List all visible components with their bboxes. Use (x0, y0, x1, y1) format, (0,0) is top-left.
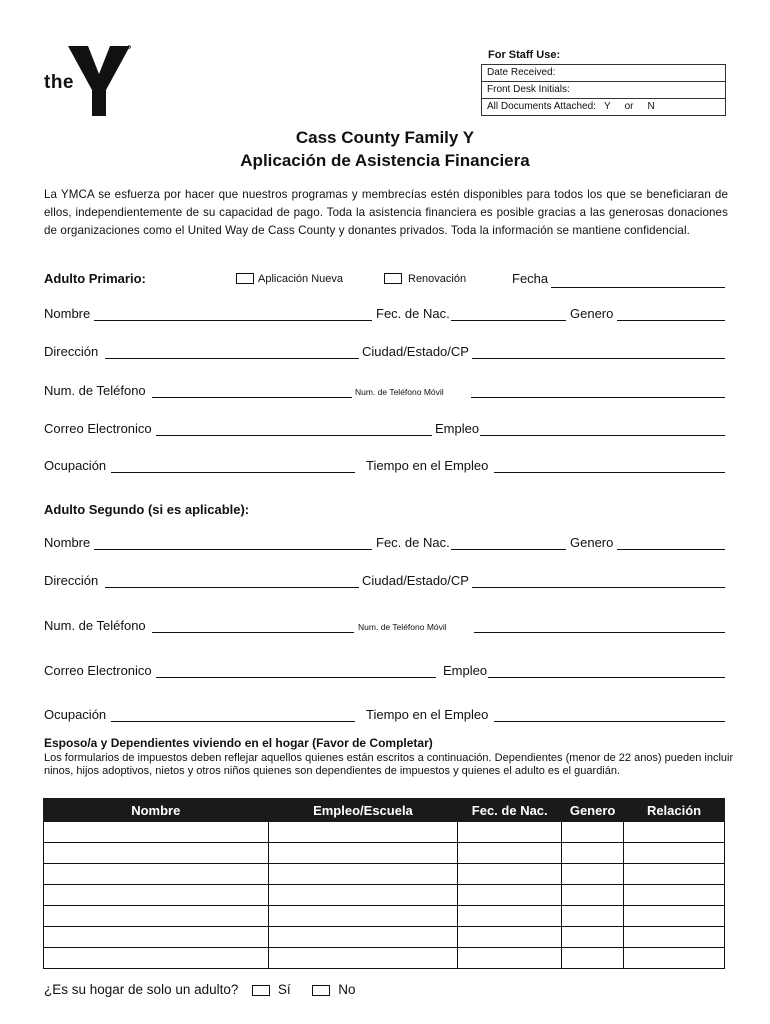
second-address-field[interactable] (105, 587, 359, 588)
table-cell[interactable] (624, 864, 725, 885)
intro-paragraph: La YMCA se esfuerza por hacer que nuestros programas y membrecías estén disponibles para todos los que se beneficiaran de ellos, independientemente de su capacidad de pago. Toda la asistencia financiera es posible gracias a las generosas donaciones de organizaciones como el United Way de Cass County y donantes privados. Toda la información se mantiene confidencial. (44, 188, 728, 237)
second-mobile-label: Num. de Teléfono Móvil (358, 622, 447, 632)
second-adult-heading: Adulto Segundo (si es aplicable): (44, 502, 250, 517)
table-row (44, 885, 725, 906)
column-header-employment: Empleo/Escuela (268, 799, 458, 822)
table-cell[interactable] (624, 927, 725, 948)
primary-employer-label: Empleo (435, 421, 480, 436)
dependents-heading: Esposo/a y Dependientes viviendo en el hogar (Favor de Completar) (44, 736, 433, 750)
table-cell[interactable] (624, 906, 725, 927)
primary-tenure-label: Tiempo en el Empleo (366, 458, 489, 473)
table-cell[interactable] (624, 822, 725, 843)
second-employer-label: Empleo (443, 663, 488, 678)
second-occupation-label: Ocupación (44, 707, 107, 722)
staff-use-box (481, 64, 726, 116)
second-email-field[interactable] (156, 677, 436, 678)
column-header-name: Nombre (44, 799, 269, 822)
table-cell[interactable] (562, 822, 624, 843)
primary-address-label: Dirección (44, 344, 99, 359)
date-label: Fecha (512, 271, 549, 286)
table-cell[interactable] (44, 822, 269, 843)
single-adult-yes-checkbox[interactable] (252, 985, 270, 996)
primary-city-field[interactable] (472, 358, 725, 359)
column-header-gender: Genero (562, 799, 624, 822)
table-cell[interactable] (458, 885, 562, 906)
page-subtitle: Aplicación de Asistencia Financiera (240, 151, 530, 170)
dependents-table (43, 798, 725, 969)
table-row (44, 843, 725, 864)
primary-tenure-field[interactable] (494, 472, 725, 473)
new-application-label: Aplicación Nueva (258, 273, 343, 285)
second-name-field[interactable] (94, 549, 372, 550)
new-application-checkbox[interactable] (236, 273, 254, 284)
primary-dob-label: Fec. de Nac. (376, 306, 450, 321)
page-title: Cass County Family Y (295, 128, 475, 147)
table-cell[interactable] (44, 885, 269, 906)
table-cell[interactable] (458, 948, 562, 969)
table-row (44, 822, 725, 843)
table-cell[interactable] (44, 843, 269, 864)
table-cell[interactable] (268, 927, 458, 948)
renewal-checkbox[interactable] (384, 273, 402, 284)
staff-front-desk[interactable] (482, 81, 725, 98)
table-cell[interactable] (562, 948, 624, 969)
primary-phone-label: Num. de Teléfono (44, 383, 146, 398)
second-address-label: Dirección (44, 573, 99, 588)
column-header-dob: Fec. de Nac. (458, 799, 562, 822)
second-gender-label: Genero (570, 535, 614, 550)
primary-occupation-field[interactable] (111, 472, 355, 473)
second-tenure-field[interactable] (494, 721, 725, 722)
table-row (44, 927, 725, 948)
table-cell[interactable] (562, 906, 624, 927)
staff-no[interactable]: N (647, 101, 655, 112)
primary-dob-field[interactable] (451, 320, 566, 321)
primary-city-label: Ciudad/Estado/CP (362, 344, 469, 359)
staff-all-docs[interactable] (482, 98, 725, 115)
second-city-field[interactable] (472, 587, 725, 588)
second-email-label: Correo Electronico (44, 663, 152, 678)
primary-name-field[interactable] (94, 320, 372, 321)
table-cell[interactable] (268, 948, 458, 969)
second-name-label: Nombre (44, 535, 91, 550)
table-row (44, 948, 725, 969)
single-adult-yes-label: Sí (277, 982, 291, 997)
staff-date-label: Date Received: (487, 67, 556, 78)
second-phone-field[interactable] (152, 632, 354, 633)
table-cell[interactable] (268, 843, 458, 864)
primary-mobile-field[interactable] (471, 397, 725, 398)
staff-or: or (624, 101, 634, 112)
table-row (44, 906, 725, 927)
logo-text-the: the (44, 72, 74, 93)
table-cell[interactable] (562, 885, 624, 906)
second-gender-field[interactable] (617, 549, 725, 550)
table-row (44, 864, 725, 885)
second-dob-field[interactable] (451, 549, 566, 550)
table-cell[interactable] (624, 843, 725, 864)
date-field[interactable] (551, 287, 725, 288)
single-adult-no-checkbox[interactable] (312, 985, 330, 996)
staff-docs-label: All Documents Attached: (487, 101, 596, 112)
table-cell[interactable] (458, 906, 562, 927)
primary-gender-field[interactable] (617, 320, 725, 321)
table-cell[interactable] (562, 927, 624, 948)
ymca-logo-icon (66, 44, 132, 116)
primary-occupation-label: Ocupación (44, 458, 107, 473)
primary-name-label: Nombre (44, 306, 91, 321)
single-adult-question (44, 982, 355, 997)
table-cell[interactable] (624, 948, 725, 969)
single-adult-no-label: No (338, 982, 356, 997)
second-dob-label: Fec. de Nac. (376, 535, 450, 550)
staff-date-received[interactable] (482, 65, 725, 81)
table-cell[interactable] (458, 864, 562, 885)
renewal-label: Renovación (408, 273, 467, 285)
table-cell[interactable] (268, 822, 458, 843)
table-cell[interactable] (268, 906, 458, 927)
table-cell[interactable] (44, 927, 269, 948)
table-cell[interactable] (562, 864, 624, 885)
single-adult-question-text: ¿Es su hogar de solo un adulto? (44, 982, 239, 997)
table-cell[interactable] (44, 948, 269, 969)
second-tenure-label: Tiempo en el Empleo (366, 707, 489, 722)
second-occupation-field[interactable] (111, 721, 355, 722)
logo-small-text: YMCA (92, 85, 107, 104)
primary-phone-field[interactable] (152, 397, 352, 398)
primary-adult-heading: Adulto Primario: (44, 271, 146, 286)
second-phone-label: Num. de Teléfono (44, 618, 146, 633)
primary-mobile-label: Num. de Teléfono Móvil (355, 387, 444, 397)
second-mobile-field[interactable] (474, 632, 725, 633)
second-city-label: Ciudad/Estado/CP (362, 573, 469, 588)
staff-yes[interactable]: Y (603, 101, 611, 112)
table-cell[interactable] (458, 927, 562, 948)
table-cell[interactable] (458, 822, 562, 843)
column-header-relation: Relación (624, 799, 725, 822)
dependents-instructions: Los formularios de impuestos deben reflejar aquellos quienes están escritos a continuación. Dependientes (menor de 22 anos) pueden incluir ninos, hijos adoptivos, nietos y otros niños quienes son dependientes de impuestos y quienes el adulto es el guardián. (44, 752, 734, 777)
table-cell[interactable] (458, 843, 562, 864)
staff-use-title: For Staff Use: (488, 49, 561, 61)
second-employer-field[interactable] (488, 677, 725, 678)
staff-initials-label: Front Desk Initials: (487, 84, 570, 95)
primary-gender-label: Genero (570, 306, 614, 321)
table-cell[interactable] (44, 864, 269, 885)
table-cell[interactable] (624, 885, 725, 906)
primary-email-label: Correo Electronico (44, 421, 152, 436)
table-cell[interactable] (562, 843, 624, 864)
table-cell[interactable] (268, 885, 458, 906)
primary-email-field[interactable] (156, 435, 432, 436)
table-cell[interactable] (44, 906, 269, 927)
primary-employer-field[interactable] (480, 435, 725, 436)
table-cell[interactable] (268, 864, 458, 885)
primary-address-field[interactable] (105, 358, 359, 359)
